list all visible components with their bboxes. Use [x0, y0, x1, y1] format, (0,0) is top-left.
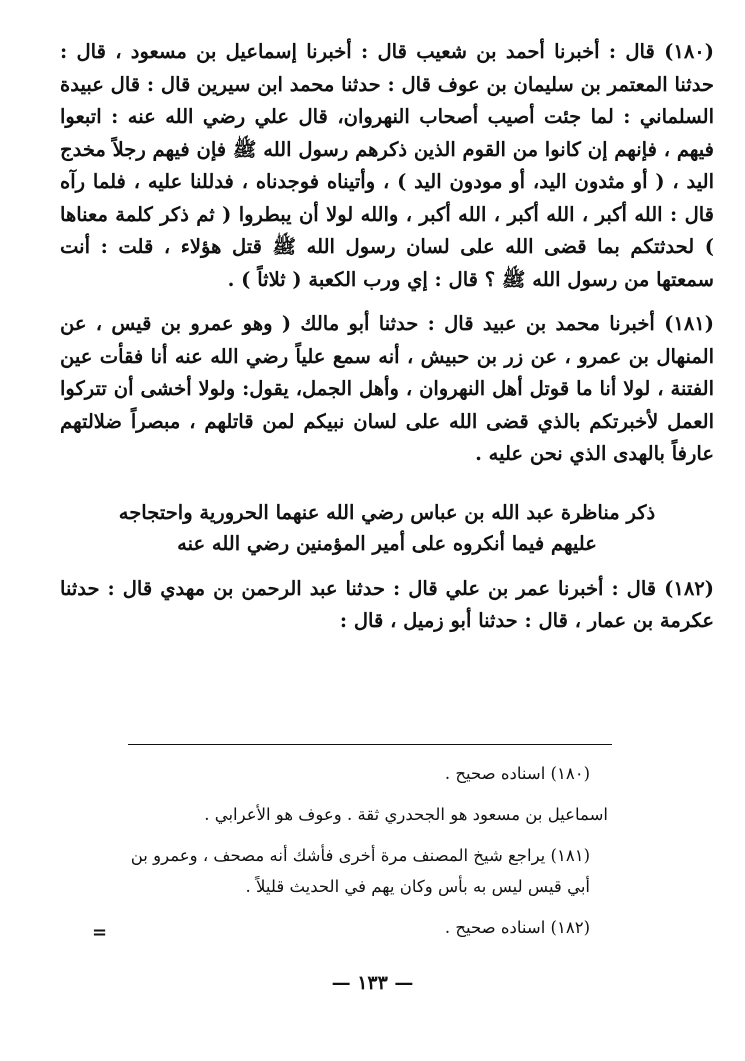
- section-heading-line-2: عليهم فيما أنكروه على أمير المؤمنين رضي الله عنه: [177, 531, 597, 555]
- footnote-182: (١٨٢) اسناده صحيح .: [444, 918, 590, 937]
- footnote-separator: [128, 744, 612, 745]
- page-number: — ١٣٣ —: [331, 972, 414, 994]
- main-text-continued: [60, 573, 714, 638]
- continuation-mark: =: [92, 922, 107, 943]
- footnote-180-detail: اسماعيل بن مسعود هو الجحدري ثقة . وعوف هو الأعرابي .: [204, 805, 608, 824]
- section-heading-line-1: ذكر مناظرة عبد الله بن عباس رضي الله عنهما الحرورية واحتجاجه: [118, 500, 656, 524]
- main-text: [60, 36, 714, 471]
- page-body: [60, 36, 714, 638]
- footnotes: [118, 758, 608, 953]
- hadith-181: (١٨١) أخبرنا محمد بن عبيد قال : حدثنا أبو مالك ( وهو عمرو بن قيس ، عن المنهال بن عمرو ، عن زر بن حبيش ، أنه سمع علياً رضي الله عنه أنا فقأت عين الفتنة ، لولا أنا ما قوتل أهل النهروان ، وأهل الجمل، يقول: ولولا أخشى أن تتركوا العمل لأخبرتكم بالذي قضى الله على لسان نبيكم لمن قاتلهم ، مبصراً ضلالتهم عارفاً بالهدى الذي نحن عليه .: [60, 312, 714, 465]
- section-heading: [60, 497, 714, 559]
- hadith-182: (١٨٢) قال : أخبرنا عمر بن علي قال : حدثنا عبد الرحمن بن مهدي قال : حدثنا عكرمة بن عمار ، قال : حدثنا أبو زميل ، قال :: [60, 576, 714, 632]
- hadith-180: (١٨٠) قال : أخبرنا أحمد بن شعيب قال : أخبرنا إسماعيل بن مسعود ، قال : حدثنا المعتمر بن سليمان بن عوف قال : حدثنا محمد ابن سيرين قال : قال عبيدة السلماني : لما جئت أصيب أصحاب النهروان، قال علي رضي الله عنه : اتبعوا فيهم ، فإنهم إن كانوا من القوم الذين ذكرهم رسول الله ﷺ فإن فيهم رجلاً مخدج اليد ، ( أو مثدون اليد، أو مودون اليد ) ، وأتيناه فوجدناه ، فدللنا عليه ، فلما رآه قال : الله أكبر ، الله أكبر ، الله أكبر ، والله لولا أن يبطروا ( ثم ذكر كلمة معناها ) لحدثتكم بما قضى الله على لسان رسول الله ﷺ قتل هؤلاء ، قلت : أنت سمعتها من رسول الله ﷺ ؟ قال : إي ورب الكعبة ( ثلاثاً ) .: [60, 40, 714, 291]
- footnote-180: (١٨٠) اسناده صحيح .: [444, 764, 590, 783]
- footnote-181: (١٨١) يراجع شيخ المصنف مرة أخرى فأشك أنه مصحف ، وعمرو بن أبي قيس ليس به بأس وكان يهم في الحديث قليلاً .: [130, 846, 590, 896]
